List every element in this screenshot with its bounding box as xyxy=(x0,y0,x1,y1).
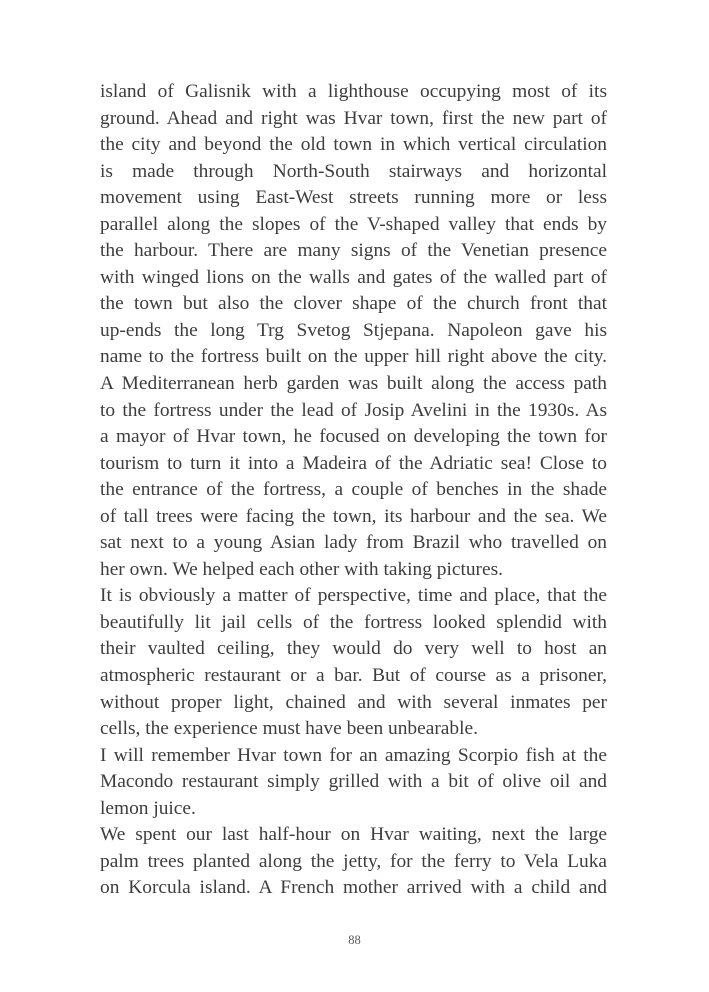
text-line: Macondo restaurant simply grilled with a bit of olive oil and xyxy=(100,771,607,793)
text-line: without proper light, chained and with several inmates per xyxy=(100,691,607,713)
text-line: the town but also the clover shape of the church front that xyxy=(100,293,607,315)
text-line: with winged lions on the walls and gates of the walled part of xyxy=(100,266,607,288)
text-line: movement using East-West streets running more or less xyxy=(100,187,607,209)
text-line: the entrance of the fortress, a couple of benches in the shade xyxy=(100,479,607,501)
page-text xyxy=(100,79,607,902)
text-line: island of Galisnik with a lighthouse occupying most of its xyxy=(100,81,607,102)
text-line: of tall trees were facing the town, its harbour and the sea. We xyxy=(100,505,607,527)
text-line: atmospheric restaurant or a bar. But of course as a prisoner, xyxy=(100,665,607,687)
text-line: the harbour. There are many signs of the Venetian presence xyxy=(100,240,607,262)
text-line: up-ends the long Trg Svetog Stjepana. Napoleon gave his xyxy=(100,319,607,341)
text-line: on Korcula island. A French mother arrived with a child and xyxy=(100,877,607,899)
page-number: 88 xyxy=(348,933,361,947)
text-line: sat next to a young Asian lady from Brazil who travelled on xyxy=(100,532,607,554)
text-line: A Mediterranean herb garden was built along the access path xyxy=(100,373,607,395)
text-line: name to the fortress built on the upper hill right above the city. xyxy=(100,346,607,368)
text-line: lemon juice. xyxy=(100,797,196,819)
text-line: ground. Ahead and right was Hvar town, first the new part of xyxy=(100,107,607,129)
text-line: their vaulted ceiling, they would do very well to host an xyxy=(100,638,607,660)
text-line: tourism to turn it into a Madeira of the Adriatic sea! Close to xyxy=(100,452,607,474)
text-line: a mayor of Hvar town, he focused on developing the town for xyxy=(100,426,607,448)
text-line: beautifully lit jail cells of the fortress looked splendid with xyxy=(100,611,607,633)
text-line: It is obviously a matter of perspective, time and place, that the xyxy=(100,585,607,607)
text-line: I will remember Hvar town for an amazing Scorpio fish at the xyxy=(100,744,607,766)
text-line: palm trees planted along the jetty, for the ferry to Vela Luka xyxy=(100,850,607,872)
text-line: the city and beyond the old town in which vertical circulation xyxy=(100,134,607,156)
text-line: We spent our last half-hour on Hvar waiting, next the large xyxy=(100,824,607,846)
text-line: her own. We helped each other with taking pictures. xyxy=(100,558,503,580)
text-line: parallel along the slopes of the V-shaped valley that ends by xyxy=(100,213,607,235)
text-line: is made through North-South stairways and horizontal xyxy=(100,160,607,182)
text-line: cells, the experience must have been unbearable. xyxy=(100,718,478,740)
text-line: to the fortress under the lead of Josip Avelini in the 1930s. As xyxy=(100,399,607,421)
